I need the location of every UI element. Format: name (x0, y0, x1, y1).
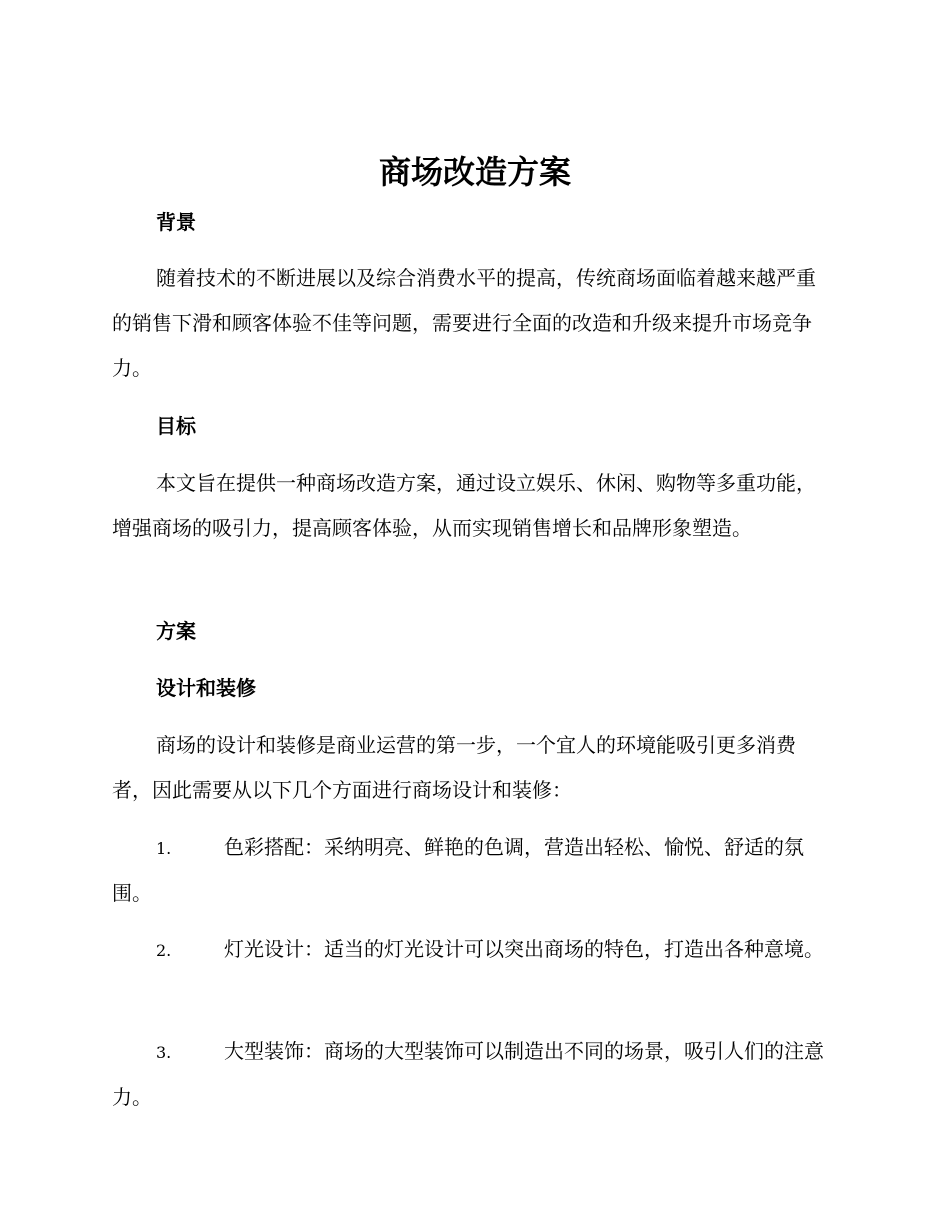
list-item-number: 3. (156, 1043, 172, 1062)
list-item (112, 1029, 834, 1120)
design-paragraph: 商场的设计和装修是商业运营的第一步，一个宜人的环境能吸引更多消费者，因此需要从以下几个方面进行商场设计和装修： (112, 733, 796, 802)
document-title: 商场改造方案 (378, 153, 571, 191)
section-heading-background: 背景 (156, 210, 196, 234)
goal-paragraph: 本文旨在提供一种商场改造方案，通过设立娱乐、休闲、购物等多重功能，增强商场的吸引力，提高顾客体验，从而实现销售增长和品牌形象塑造。 (112, 471, 816, 540)
background-paragraph: 随着技术的不断进展以及综合消费水平的提高，传统商场面临着越来越严重的销售下滑和顾客体验不佳等问题，需要进行全面的改造和升级来提升市场竞争力。 (112, 266, 816, 380)
section-heading-plan: 方案 (156, 619, 196, 643)
list-item-number: 2. (156, 941, 172, 960)
list-item-text: 大型装饰：商场的大型装饰可以制造出不同的场景，吸引人们的注意力。 (112, 1039, 824, 1109)
list-item-number: 1. (156, 839, 172, 858)
subsection-heading-design: 设计和装修 (156, 676, 256, 700)
section-heading-goal: 目标 (156, 414, 196, 438)
list-item-text: 色彩搭配：采纳明亮、鲜艳的色调，营造出轻松、愉悦、舒适的氛围。 (112, 835, 804, 905)
list-item-text: 灯光设计：适当的灯光设计可以突出商场的特色，打造出各种意境。 (224, 937, 824, 961)
list-item (112, 927, 834, 973)
list-item (112, 825, 834, 916)
